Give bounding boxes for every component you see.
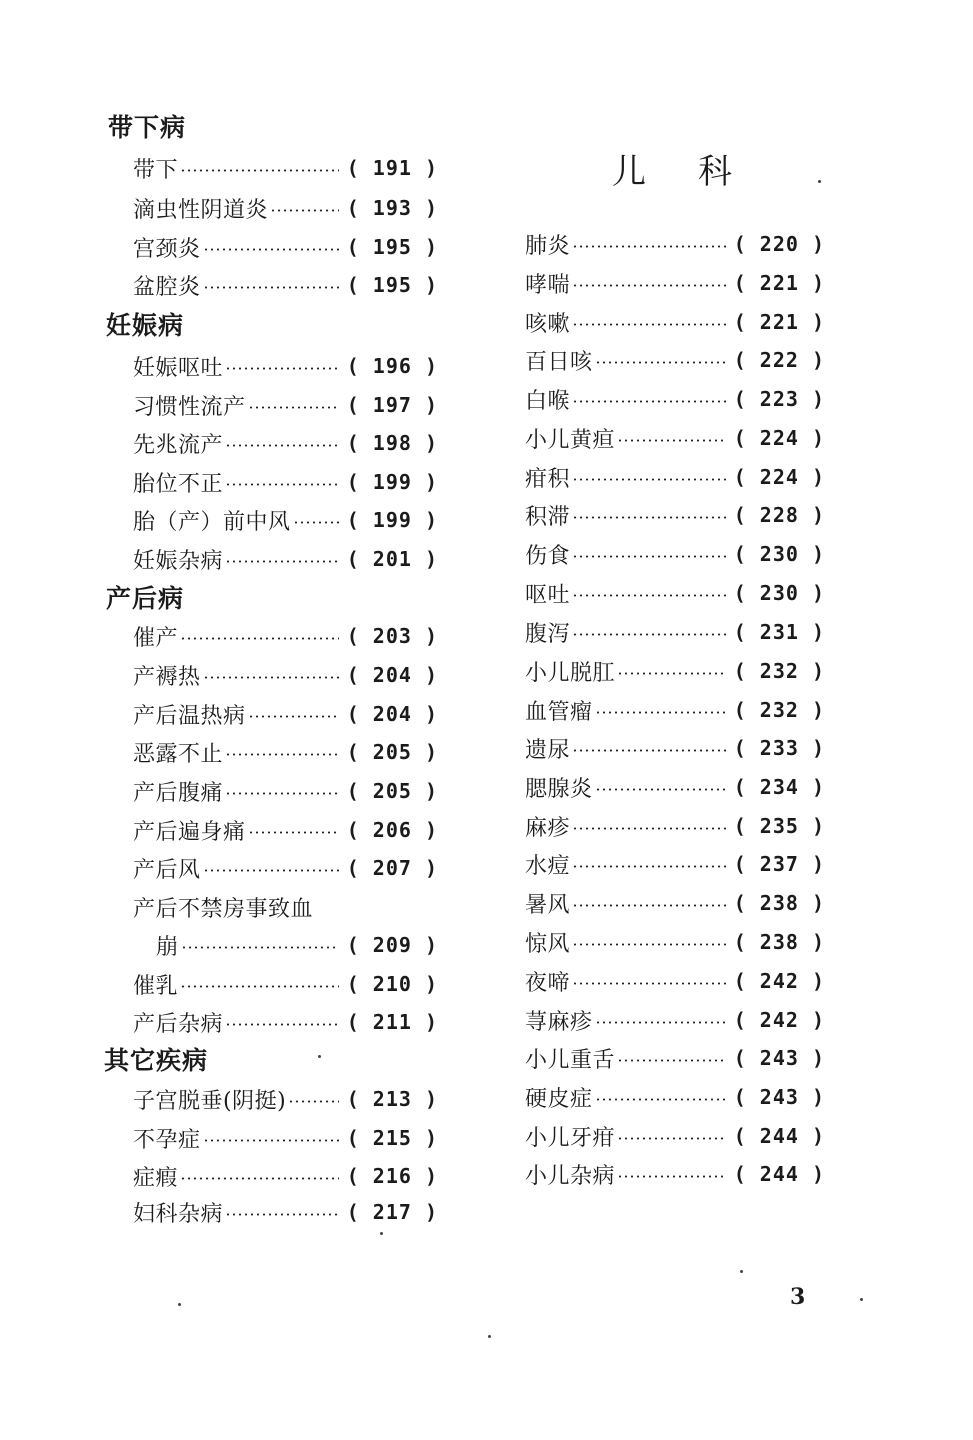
toc-entry[interactable]: [133, 193, 438, 223]
entry-title: 产后风: [133, 857, 201, 883]
dot-leader: [617, 1175, 726, 1178]
entry-title: 产后遍身痛: [133, 819, 246, 845]
dot-leader: [225, 367, 339, 370]
entry-page: ( 221 ): [733, 271, 825, 295]
dot-leader: [595, 788, 726, 791]
entry-page: ( 232 ): [733, 659, 825, 683]
entry-title: 不孕症: [133, 1127, 201, 1153]
entry-page: ( 198 ): [346, 431, 438, 455]
entry-page: ( 196 ): [346, 354, 438, 378]
entry-page: ( 213 ): [346, 1087, 438, 1111]
entry-page: ( 201 ): [346, 547, 438, 571]
entry-page: ( 206 ): [346, 818, 438, 842]
toc-entry[interactable]: [525, 500, 825, 530]
entry-title: 暑风: [525, 892, 571, 918]
entry-page: ( 216 ): [346, 1164, 438, 1188]
toc-entry[interactable]: [525, 888, 825, 918]
entry-title: 产后温热病: [133, 703, 246, 729]
section-title: 儿科: [612, 152, 784, 192]
entry-title: 荨麻疹: [525, 1009, 593, 1035]
entry-page: ( 223 ): [733, 387, 825, 411]
entry-title: 肺炎: [525, 233, 571, 259]
toc-entry[interactable]: [133, 270, 438, 300]
toc-entry[interactable]: [525, 307, 825, 337]
entry-page: ( 237 ): [733, 852, 825, 876]
toc-entry[interactable]: [133, 621, 438, 651]
entry-title: 崩: [156, 934, 179, 960]
entry-title: 惊风: [525, 931, 571, 957]
dot-leader: [225, 560, 339, 563]
entry-page: ( 232 ): [733, 698, 825, 722]
toc-entry[interactable]: [525, 695, 825, 725]
dot-leader: [572, 400, 726, 403]
entry-title: 呕吐: [525, 582, 571, 608]
dot-leader: [180, 1177, 339, 1180]
entry-title: 滴虫性阴道炎: [133, 197, 269, 223]
dot-leader: [180, 169, 339, 172]
toc-entry[interactable]: [133, 776, 438, 806]
toc-entry[interactable]: [525, 656, 825, 686]
entry-page: ( 222 ): [733, 348, 825, 372]
entry-page: ( 230 ): [733, 542, 825, 566]
entry-title: 恶露不止: [133, 741, 224, 767]
dot-leader: [572, 245, 726, 248]
entry-page: ( 191 ): [346, 156, 438, 180]
entry-title: 催乳: [133, 973, 179, 999]
dot-leader: [572, 323, 726, 326]
dot-leader: [225, 1023, 339, 1026]
entry-page: ( 242 ): [733, 1008, 825, 1032]
dot-leader: [203, 676, 339, 679]
dot-leader: [225, 792, 339, 795]
toc-entry[interactable]: [525, 462, 825, 492]
dot-leader: [572, 478, 726, 481]
scan-speck: [740, 1270, 743, 1273]
entry-title: 伤食: [525, 543, 571, 569]
dot-leader: [617, 672, 726, 675]
dot-leader: [595, 361, 726, 364]
entry-page: ( 220 ): [733, 232, 825, 256]
entry-title: 习惯性流产: [133, 394, 246, 420]
toc-entry[interactable]: [133, 467, 438, 497]
dot-leader: [270, 209, 339, 212]
toc-entry[interactable]: [133, 699, 438, 729]
section-heading: 产后病: [106, 584, 185, 613]
entry-page: ( 235 ): [733, 814, 825, 838]
toc-entry[interactable]: [133, 390, 438, 420]
dot-leader: [595, 711, 726, 714]
toc-entry[interactable]: [133, 1197, 438, 1227]
dot-leader: [617, 439, 726, 442]
entry-page: ( 244 ): [733, 1162, 825, 1186]
dot-leader: [572, 865, 726, 868]
toc-entry[interactable]: [525, 1082, 825, 1112]
entry-title: 腹泻: [525, 621, 571, 647]
entry-title: 小儿杂病: [525, 1163, 616, 1189]
toc-entry[interactable]: [133, 1123, 438, 1153]
entry-title: 小儿重舌: [525, 1047, 616, 1073]
toc-entry[interactable]: [525, 1159, 825, 1189]
toc-entry[interactable]: [525, 1043, 825, 1073]
toc-entry[interactable]: [525, 268, 825, 298]
toc-entry[interactable]: [525, 539, 825, 569]
entry-title: 硬皮症: [525, 1086, 593, 1112]
entry-title: 子宫脱垂(阴挺): [133, 1088, 287, 1114]
entry-page: ( 233 ): [733, 736, 825, 760]
entry-title: 小儿牙疳: [525, 1125, 616, 1151]
toc-entry[interactable]: [133, 737, 438, 767]
scan-speck: [860, 1298, 863, 1301]
page-number: 3: [790, 1284, 806, 1310]
dot-leader: [203, 286, 339, 289]
toc-entry[interactable]: [525, 772, 825, 802]
entry-page: ( 231 ): [733, 620, 825, 644]
entry-title: 先兆流产: [133, 432, 224, 458]
entry-page: ( 228 ): [733, 503, 825, 527]
entry-title: 夜啼: [525, 970, 571, 996]
toc-entry[interactable]: [133, 815, 438, 845]
entry-title: 积滞: [525, 504, 571, 530]
toc-entry[interactable]: [156, 930, 438, 960]
entry-title: 症瘕: [133, 1165, 179, 1191]
entry-title: 疳积: [525, 466, 571, 492]
dot-leader: [248, 715, 339, 718]
toc-entry[interactable]: [133, 544, 438, 574]
scan-speck: [380, 1232, 383, 1235]
entry-page: ( 211 ): [346, 1010, 438, 1034]
toc-entry[interactable]: [525, 1005, 825, 1035]
toc-entry[interactable]: [133, 505, 438, 535]
entry-title: 产褥热: [133, 664, 201, 690]
entry-page: ( 205 ): [346, 779, 438, 803]
toc-entry[interactable]: [133, 660, 438, 690]
toc-entry[interactable]: [525, 927, 825, 957]
entry-page: ( 210 ): [346, 972, 438, 996]
dot-leader: [595, 1098, 726, 1101]
entry-title: 产后腹痛: [133, 780, 224, 806]
entry-title: 妊娠杂病: [133, 548, 224, 574]
dot-leader: [572, 594, 726, 597]
dot-leader: [181, 946, 339, 949]
dot-leader: [617, 1137, 726, 1140]
entry-title: 咳嗽: [525, 311, 571, 337]
entry-page: ( 243 ): [733, 1046, 825, 1070]
dot-leader: [288, 1100, 339, 1103]
dot-leader: [180, 637, 339, 640]
toc-entry[interactable]: [133, 232, 438, 262]
toc-entry[interactable]: [133, 428, 438, 458]
entry-title: 产后不禁房事致血: [133, 896, 314, 922]
dot-leader: [617, 1059, 726, 1062]
entry-page: ( 230 ): [733, 581, 825, 605]
dot-leader: [572, 943, 726, 946]
dot-leader: [572, 749, 726, 752]
entry-page: ( 195 ): [346, 235, 438, 259]
dot-leader: [248, 406, 339, 409]
toc-entry[interactable]: [133, 351, 438, 381]
entry-page: ( 193 ): [346, 196, 438, 220]
entry-page: ( 205 ): [346, 740, 438, 764]
dot-leader: [572, 555, 726, 558]
entry-page: ( 199 ): [346, 470, 438, 494]
dot-leader: [572, 982, 726, 985]
entry-page: ( 244 ): [733, 1124, 825, 1148]
entry-title: 带下: [133, 157, 179, 183]
entry-title: 血管瘤: [525, 699, 593, 725]
toc-entry[interactable]: [525, 733, 825, 763]
toc-entry[interactable]: [525, 849, 825, 879]
entry-title: 麻疹: [525, 815, 571, 841]
entry-title: 小儿脱肛: [525, 660, 616, 686]
entry-page: ( 224 ): [733, 426, 825, 450]
entry-title: 白喉: [525, 388, 571, 414]
section-heading: 其它疾病: [104, 1046, 209, 1075]
entry-page: ( 221 ): [733, 310, 825, 334]
entry-title: 妊娠呕吐: [133, 355, 224, 381]
dot-leader: [248, 831, 339, 834]
entry-title: 遗尿: [525, 737, 571, 763]
toc-entry[interactable]: [133, 969, 438, 999]
dot-leader: [203, 1139, 339, 1142]
toc-entry[interactable]: [133, 1084, 438, 1114]
dot-leader: [225, 444, 339, 447]
entry-title: 盆腔炎: [133, 274, 201, 300]
toc-entry[interactable]: [525, 811, 825, 841]
scan-speck: [178, 1303, 181, 1306]
entry-page: ( 203 ): [346, 624, 438, 648]
toc-entry[interactable]: [133, 1161, 438, 1191]
entry-title: 小儿黄疸: [525, 427, 616, 453]
toc-entry[interactable]: [525, 1121, 825, 1151]
entry-page: ( 197 ): [346, 393, 438, 417]
entry-page: ( 238 ): [733, 891, 825, 915]
entry-title: 催产: [133, 625, 179, 651]
dot-leader: [572, 904, 726, 907]
toc-entry[interactable]: [525, 966, 825, 996]
entry-title: 产后杂病: [133, 1011, 224, 1037]
toc-entry[interactable]: [525, 345, 825, 375]
dot-leader: [293, 521, 339, 524]
entry-page: ( 199 ): [346, 508, 438, 532]
dot-leader: [203, 248, 339, 251]
dot-leader: [225, 1213, 339, 1216]
toc-entry[interactable]: [525, 617, 825, 647]
entry-title: 水痘: [525, 853, 571, 879]
toc-entry[interactable]: [133, 153, 438, 183]
dot-leader: [595, 1021, 726, 1024]
toc-entry-wrapped-line[interactable]: [133, 892, 438, 922]
dot-leader: [572, 633, 726, 636]
entry-title: 百日咳: [525, 349, 593, 375]
entry-page: ( 224 ): [733, 465, 825, 489]
scan-speck: [318, 1055, 321, 1058]
entry-title: 胎（产）前中风: [133, 509, 291, 535]
entry-page: ( 215 ): [346, 1126, 438, 1150]
entry-page: ( 204 ): [346, 702, 438, 726]
toc-entry[interactable]: [133, 853, 438, 883]
dot-leader: [572, 827, 726, 830]
toc-entry[interactable]: [525, 578, 825, 608]
entry-page: ( 243 ): [733, 1085, 825, 1109]
entry-page: ( 209 ): [346, 933, 438, 957]
dot-leader: [203, 869, 339, 872]
toc-entry[interactable]: [525, 423, 825, 453]
toc-entry[interactable]: [133, 1007, 438, 1037]
toc-entry[interactable]: [525, 384, 825, 414]
dot-leader: [225, 483, 339, 486]
entry-page: ( 207 ): [346, 856, 438, 880]
entry-title: 腮腺炎: [525, 776, 593, 802]
entry-page: ( 234 ): [733, 775, 825, 799]
entry-title: 宫颈炎: [133, 236, 201, 262]
entry-title: 哮喘: [525, 272, 571, 298]
section-heading: 妊娠病: [106, 311, 185, 340]
entry-page: ( 217 ): [346, 1200, 438, 1224]
entry-page: ( 242 ): [733, 969, 825, 993]
dot-leader: [572, 284, 726, 287]
section-heading: 带下病: [108, 113, 187, 142]
entry-title: 妇科杂病: [133, 1201, 224, 1227]
toc-entry[interactable]: [525, 229, 825, 259]
dot-leader: [180, 985, 339, 988]
entry-page: ( 204 ): [346, 663, 438, 687]
entry-page: ( 195 ): [346, 273, 438, 297]
scan-speck: [818, 180, 821, 183]
scan-speck: [488, 1335, 491, 1338]
entry-page: ( 238 ): [733, 930, 825, 954]
dot-leader: [225, 753, 339, 756]
dot-leader: [572, 516, 726, 519]
entry-title: 胎位不正: [133, 471, 224, 497]
